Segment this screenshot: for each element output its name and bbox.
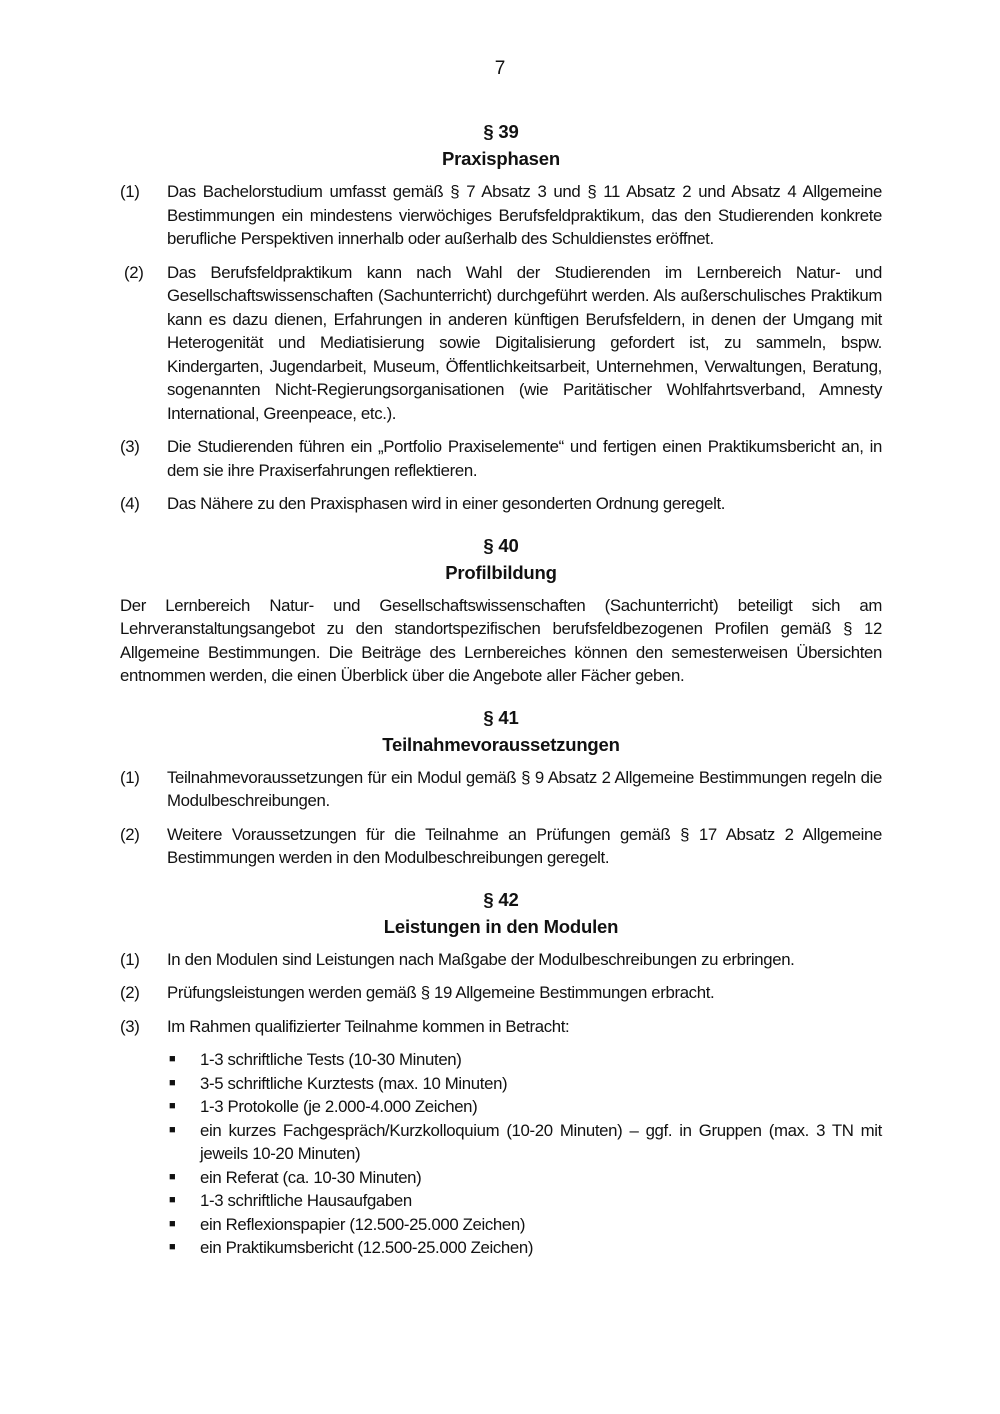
list-item-text: ein Reflexionspapier (12.500-25.000 Zeichen) bbox=[200, 1214, 526, 1234]
list-item-text: 3-5 schriftliche Kurztests (max. 10 Minuten) bbox=[200, 1073, 508, 1093]
section-40-title: Profilbildung bbox=[445, 561, 557, 583]
section-39-paragraph-1 bbox=[120, 180, 882, 251]
list-item bbox=[167, 1189, 882, 1213]
section-42-paragraph-3 bbox=[120, 1015, 882, 1039]
section-42-number: § 42 bbox=[483, 888, 519, 910]
section-39-number: § 39 bbox=[483, 121, 519, 142]
list-item-text: 1-3 schriftliche Tests (10-30 Minuten) bbox=[200, 1050, 462, 1069]
list-item bbox=[167, 1072, 882, 1096]
paragraph-number: (2) bbox=[124, 262, 144, 282]
square-bullet-icon: ■ bbox=[169, 1053, 176, 1065]
list-item bbox=[167, 1048, 882, 1072]
section-39-paragraph-3 bbox=[120, 435, 882, 482]
square-bullet-icon: ■ bbox=[169, 1100, 176, 1112]
section-41-title: Teilnahmevoraussetzungen bbox=[382, 733, 620, 755]
square-bullet-icon: ■ bbox=[169, 1076, 176, 1089]
list-item bbox=[167, 1119, 882, 1166]
paragraph-number: (1) bbox=[120, 949, 140, 969]
section-41 bbox=[120, 704, 882, 870]
paragraph-text: In den Modulen sind Leistungen nach Maßgabe der Modulbeschreibungen zu erbringen. bbox=[167, 949, 795, 969]
list-item-text: ein Referat (ca. 10-30 Minuten) bbox=[200, 1167, 422, 1187]
paragraph-number: (4) bbox=[120, 494, 140, 513]
section-40-number: § 40 bbox=[483, 534, 519, 556]
paragraph-number: (3) bbox=[120, 1016, 140, 1036]
section-40-text: Der Lernbereich Natur- und Gesellschaftswissenschaften (Sachunterricht) beteiligt sich am Lehrveranstaltungsangebot zu den standortspezifischen berufsfeldbezogenen Profilen gemäß § 12 Allgemeine Bestimmungen. Die Beiträge des Lernbereiches können den semesterweisen Übersichten entnommen werden, die einen Überblick über die Angebote aller Fächer geben. bbox=[120, 595, 882, 685]
list-item-text: 1-3 schriftliche Hausaufgaben bbox=[200, 1191, 412, 1210]
paragraph-number: (2) bbox=[120, 983, 140, 1002]
list-item-text: 1-3 Protokolle (je 2.000-4.000 Zeichen) bbox=[200, 1097, 478, 1116]
page-number: 7 bbox=[494, 58, 506, 79]
section-39-title: Praxisphasen bbox=[442, 148, 560, 169]
square-bullet-icon: ■ bbox=[169, 1241, 176, 1253]
section-39 bbox=[120, 118, 882, 516]
paragraph-number: (1) bbox=[120, 767, 140, 787]
paragraph-text: Weitere Voraussetzungen für die Teilnahme an Prüfungen gemäß § 17 Absatz 2 Allgemeine Bestimmungen werden in den Modulbeschreibungen geregelt. bbox=[167, 824, 882, 867]
paragraph-text: Das Bachelorstudium umfasst gemäß § 7 Absatz 3 und § 11 Absatz 2 und Absatz 4 Allgemeine Bestimmungen ein mindestens vierwöchiges Berufsfeldpraktikum, das den Studierenden konkrete berufliche Perspektiven innerhalb oder außerhalb des Schuldienstes eröffnet. bbox=[167, 182, 882, 248]
square-bullet-icon: ■ bbox=[169, 1194, 176, 1206]
document-body bbox=[120, 118, 882, 1260]
paragraph-number: (3) bbox=[120, 437, 140, 456]
paragraph-text: Prüfungsleistungen werden gemäß § 19 Allgemeine Bestimmungen erbracht. bbox=[167, 983, 715, 1002]
section-39-paragraph-2 bbox=[120, 261, 882, 426]
list-item bbox=[167, 1095, 882, 1119]
section-42 bbox=[120, 886, 882, 1260]
square-bullet-icon: ■ bbox=[169, 1217, 176, 1230]
section-41-paragraph-2 bbox=[120, 823, 882, 870]
section-41-paragraph-1 bbox=[120, 766, 882, 813]
section-42-title: Leistungen in den Modulen bbox=[383, 915, 619, 937]
paragraph-text: Das Berufsfeldpraktikum kann nach Wahl der Studierenden im Lernbereich Natur- und Gesellschaftswissenschaften (Sachunterricht) durchgeführt werden. Als außerschulisches Praktikum kann es dazu dienen, Erfahrungen in anderen künftigen Berufsfeldern, in denen der Umgang mit Heterogenität und Mediatisierung sowie Digitalisierung gefordert ist, zu sammeln, bspw. Kindergarten, Jugendarbeit, Museum, Öffentlichkeitsarbeit, Unternehmen, Verwaltungen, Beratung, sogenannten Nicht-Regierungsorganisationen (wie Paritätischer Wohlfahrtsverband, Amnesty International, Greenpeace, etc.). bbox=[167, 262, 882, 423]
paragraph-text: Das Nähere zu den Praxisphasen wird in einer gesonderten Ordnung geregelt. bbox=[167, 494, 726, 513]
section-40 bbox=[120, 532, 882, 688]
paragraph-number: (1) bbox=[120, 182, 140, 201]
section-42-paragraph-1 bbox=[120, 948, 882, 972]
list-item-text: ein kurzes Fachgespräch/Kurzkolloquium (10-20 Minuten) – ggf. in Gruppen (max. 3 TN mit jeweils 10-20 Minuten) bbox=[200, 1120, 882, 1163]
list-item bbox=[167, 1236, 882, 1260]
paragraph-text: Teilnahmevoraussetzungen für ein Modul gemäß § 9 Absatz 2 Allgemeine Bestimmungen regeln die Modulbeschreibungen. bbox=[167, 767, 882, 810]
list-item-text: ein Praktikumsbericht (12.500-25.000 Zeichen) bbox=[200, 1238, 534, 1257]
list-item bbox=[167, 1213, 882, 1237]
square-bullet-icon: ■ bbox=[169, 1170, 176, 1183]
list-item bbox=[167, 1166, 882, 1190]
paragraph-text: Im Rahmen qualifizierter Teilnahme kommen in Betracht: bbox=[167, 1016, 570, 1036]
paragraph-number: (2) bbox=[120, 824, 140, 844]
square-bullet-icon: ■ bbox=[169, 1123, 176, 1136]
section-42-paragraph-2 bbox=[120, 981, 882, 1005]
section-39-paragraph-4 bbox=[120, 492, 882, 516]
paragraph-text: Die Studierenden führen ein „Portfolio Praxiselemente“ und fertigen einen Praktikumsbericht an, in dem sie ihre Praxiserfahrungen reflektieren. bbox=[167, 437, 882, 480]
assessment-list bbox=[120, 1048, 882, 1260]
section-41-number: § 41 bbox=[483, 706, 519, 728]
